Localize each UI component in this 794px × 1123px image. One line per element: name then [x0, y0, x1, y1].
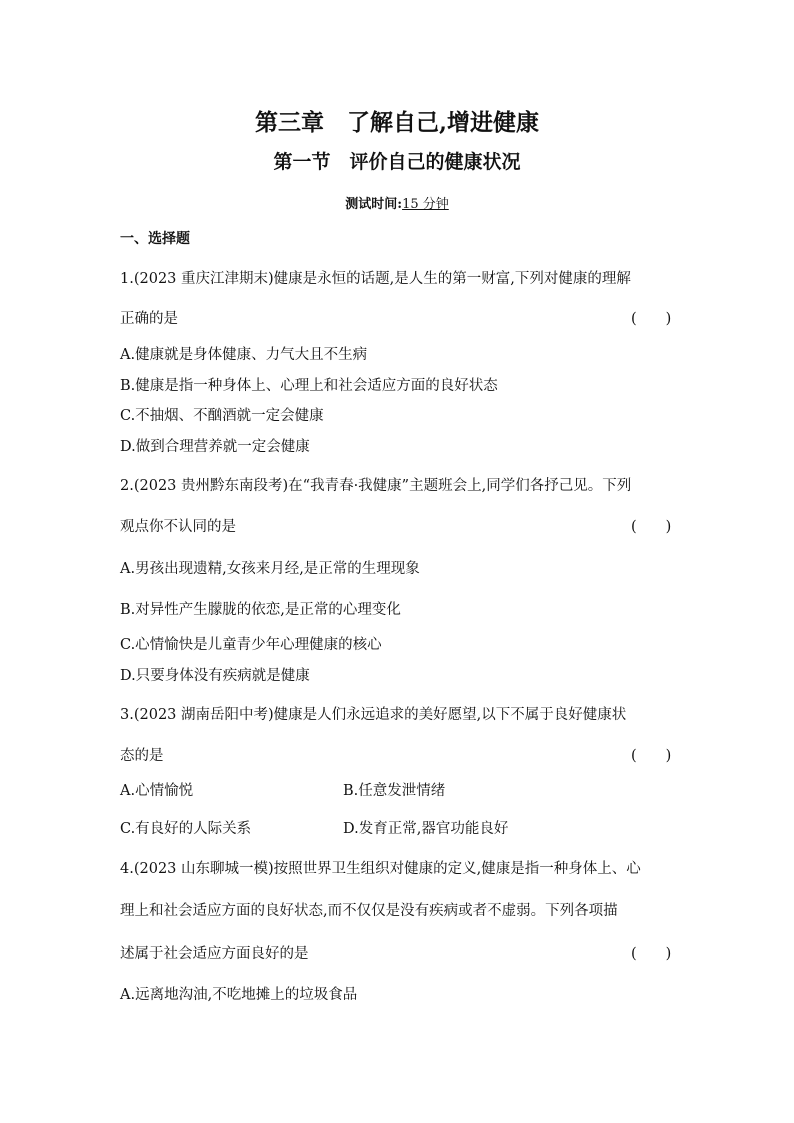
question-2-line-1: 2.(2023 贵州黔东南段考)在“我青春·我健康”主题班会上,同学们各抒己见。下列	[120, 478, 632, 494]
section-title: 第一节 评价自己的健康状况	[273, 151, 521, 173]
question-4-line-3: 述属于社会适应方面良好的是	[120, 946, 309, 962]
question-3-option-d: D.发育正常,器官功能良好	[343, 821, 509, 837]
test-time-label: 测试时间:	[345, 197, 403, 212]
question-1-line-1: 1.(2023 重庆江津期末)健康是永恒的话题,是人生的第一财富,下列对健康的理解	[120, 271, 631, 287]
question-2-option-d: D.只要身体没有疾病就是健康	[120, 668, 310, 684]
question-3-option-c: C.有良好的人际关系	[120, 821, 252, 837]
answer-blank-1: ( )	[631, 311, 672, 327]
question-1-line-2: 正确的是	[120, 311, 178, 327]
question-2-option-c: C.心情愉快是儿童青少年心理健康的核心	[120, 637, 382, 653]
question-1-option-c: C.不抽烟、不酗酒就一定会健康	[120, 408, 324, 424]
question-4-line-1: 4.(2023 山东聊城一模)按照世界卫生组织对健康的定义,健康是指一种身体上、心	[120, 861, 641, 877]
question-1-option-b: B.健康是指一种身体上、心理上和社会适应方面的良好状态	[120, 378, 498, 394]
answer-blank-4: ( )	[631, 946, 672, 962]
question-3-option-a: A.心情愉悦	[120, 783, 194, 799]
chapter-title: 第三章 了解自己,增进健康	[254, 109, 539, 136]
question-3-line-2: 态的是	[120, 748, 164, 764]
question-4-option-a: A.远离地沟油,不吃地摊上的垃圾食品	[120, 987, 358, 1003]
question-1-option-a: A.健康就是身体健康、力气大且不生病	[120, 347, 368, 363]
question-2-option-a: A.男孩出现遗精,女孩来月经,是正常的生理现象	[120, 561, 420, 577]
test-time-value: 15 分钟	[402, 197, 449, 212]
test-time	[0, 193, 794, 212]
question-4-line-2: 理上和社会适应方面的良好状态,而不仅仅是没有疾病或者不虚弱。下列各项描	[120, 903, 618, 919]
question-1-option-d: D.做到合理营养就一定会健康	[120, 439, 310, 455]
question-2-option-b: B.对异性产生朦胧的依恋,是正常的心理变化	[120, 602, 401, 618]
answer-blank-2: ( )	[631, 519, 672, 535]
answer-blank-3: ( )	[631, 748, 672, 764]
question-3-option-b: B.任意发泄情绪	[343, 783, 446, 799]
question-3-line-1: 3.(2023 湖南岳阳中考)健康是人们永远追求的美好愿望,以下不属于良好健康状	[120, 707, 627, 723]
question-2-line-2: 观点你不认同的是	[120, 519, 236, 535]
section-heading: 一、选择题	[120, 231, 190, 247]
